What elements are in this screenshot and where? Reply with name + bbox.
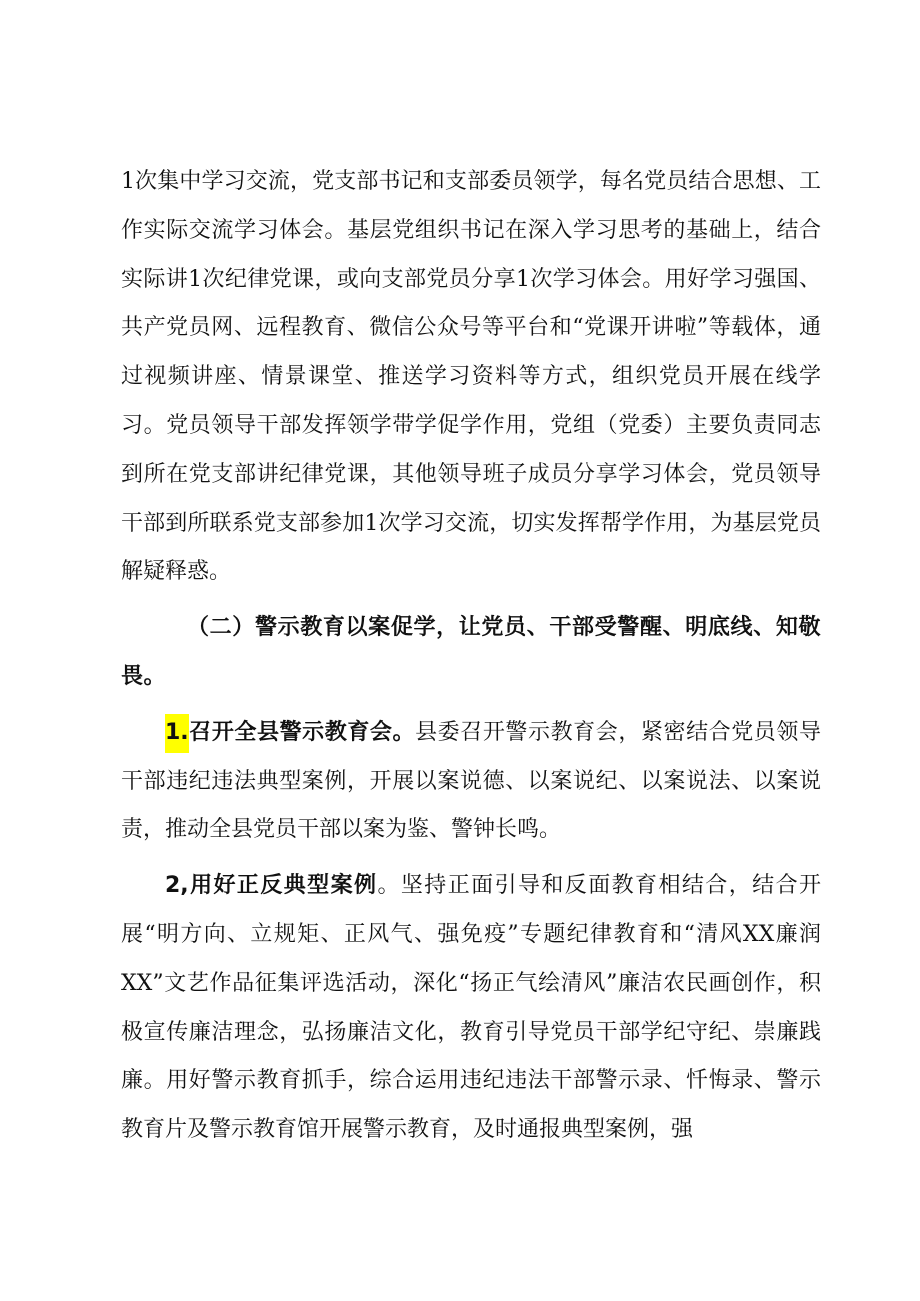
paragraph-study-exchange: 1次集中学习交流，党支部书记和支部委员领学，每名党员结合思想、工作实际交流学习体会。基层党组织书记在深入学习思考的基础上，结合实际讲1次纪律党课，或向支部党员分享1次学习体会。用好学习强国、共产党员网、远程教育、微信公众号等平台和“党课开讲啦”等载体，通过视频讲座、情景课堂、推送学习资料等方式，组织党员开展在线学习。党员领导干部发挥领学带学促学作用，党组（党委）主要负责同志到所在党支部讲纪律党课，其他领导班子成员分享学习体会，党员领导干部到所联系党支部参加1次学习交流，切实发挥帮学作用，为基层党员解疑释惑。 [121, 169, 821, 585]
item-typical-cases [121, 862, 821, 1155]
item-title-2: 用好正反典型案例 [188, 873, 378, 899]
item-county-warning-meeting [121, 709, 821, 855]
item-title-1: 召开全县警示教育会。 [188, 719, 416, 745]
section-heading-warning-education: （二）警示教育以案促学，让党员、干部受警醒、明底线、知敬畏。 [121, 615, 821, 689]
item-number-1: 1. [165, 714, 189, 753]
item-body-2: 。坚持正面引导和反面教育相结合，结合开展“明方向、立规矩、正风气、强免疫”专题纪律教育和“清风XX廉润XX”文艺作品征集评选活动，深化“扬正气绘清风”廉洁农民画创作，积极宣传廉洁理念，弘扬廉洁文化，教育引导党员干部学纪守纪、崇廉践廉。用好警示教育抓手，综合运用违纪违法干部警示录、忏悔录、警示教育片及警示教育馆开展警示教育，及时通报典型案例，强 [121, 873, 821, 1143]
document-body [121, 158, 821, 1155]
item-number-2: 2, [165, 873, 189, 899]
item-body-1: 县委召开警示教育会，紧密结合党员领导干部违纪违法典型案例，开展以案说德、以案说纪、以案说法、以案说责，推动全县党员干部以案为鉴、警钟长鸣。 [121, 719, 821, 843]
